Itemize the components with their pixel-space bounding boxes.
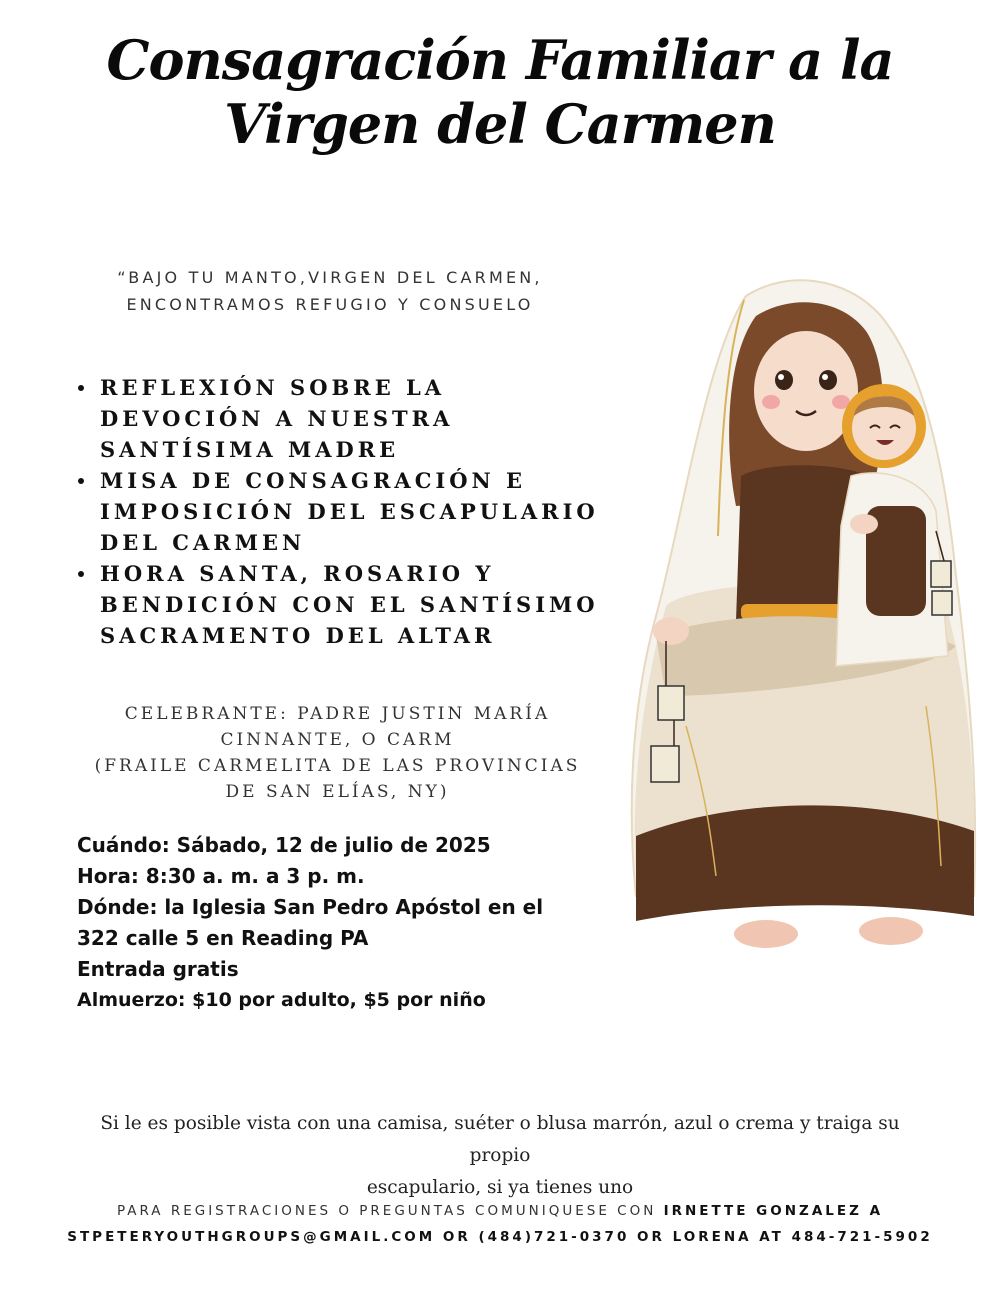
- contact-line-1: [20, 1198, 980, 1224]
- quote: [60, 264, 600, 318]
- dress-note: [70, 1108, 930, 1204]
- title-line-2: Virgen del Carmen: [224, 92, 776, 156]
- celebrant-line-4: DE SAN ELÍAS, NY): [225, 782, 450, 802]
- event-time: Hora: 8:30 a. m. a 3 p. m.: [77, 864, 365, 888]
- event-entry: Entrada gratis: [77, 957, 239, 981]
- note-line-2: escapulario, si ya tienes uno: [366, 1177, 634, 1198]
- contact-name: IRNETTE GONZALEZ A: [663, 1203, 884, 1219]
- list-item: MISA DE CONSAGRACIÓN E IMPOSICIÓN DEL ESCAPULARIO DEL CARMEN: [72, 465, 612, 558]
- quote-line-1: “BAJO TU MANTO,VIRGEN DEL CARMEN,: [117, 268, 543, 287]
- celebrant-line-2: CINNANTE, O CARM: [220, 730, 455, 750]
- event-details: [77, 830, 617, 1016]
- quote-line-2: ENCONTRAMOS REFUGIO Y CONSUELO: [126, 295, 534, 314]
- celebrant-info: [60, 701, 615, 805]
- event-lunch: Almuerzo: $10 por adulto, $5 por niño: [77, 989, 486, 1011]
- contact-info: [20, 1198, 980, 1250]
- page-title: [0, 28, 1000, 156]
- title-line-1: Consagración Familiar a la: [106, 28, 894, 92]
- note-line-1: Si le es posible vista con una camisa, suéter o blusa marrón, azul o crema y traiga su propio: [100, 1113, 900, 1166]
- contact-details: STPETERYOUTHGROUPS@GMAIL.COM OR (484)721-0370 OR LORENA AT 484-721-5902: [67, 1229, 933, 1245]
- event-location-line-1: Dónde: la Iglesia San Pedro Apóstol en el: [77, 895, 544, 919]
- contact-prefix: PARA REGISTRACIONES O PREGUNTAS COMUNIQUESE CON: [116, 1203, 664, 1219]
- event-location-line-2: 322 calle 5 en Reading PA: [77, 926, 369, 950]
- event-date: Cuándo: Sábado, 12 de julio de 2025: [77, 833, 491, 857]
- contact-line-2: [20, 1224, 980, 1250]
- list-item: HORA SANTA, ROSARIO Y BENDICIÓN CON EL SANTÍSIMO SACRAMENTO DEL ALTAR: [72, 558, 612, 651]
- list-item: REFLEXIÓN SOBRE LA DEVOCIÓN A NUESTRA SANTÍSIMA MADRE: [72, 372, 612, 465]
- virgin-carmen-illustration: [626, 276, 980, 966]
- celebrant-line-1: CELEBRANTE: PADRE JUSTIN MARÍA: [124, 704, 551, 724]
- activity-list: [72, 372, 612, 651]
- celebrant-line-3: (FRAILE CARMELITA DE LAS PROVINCIAS: [94, 756, 581, 776]
